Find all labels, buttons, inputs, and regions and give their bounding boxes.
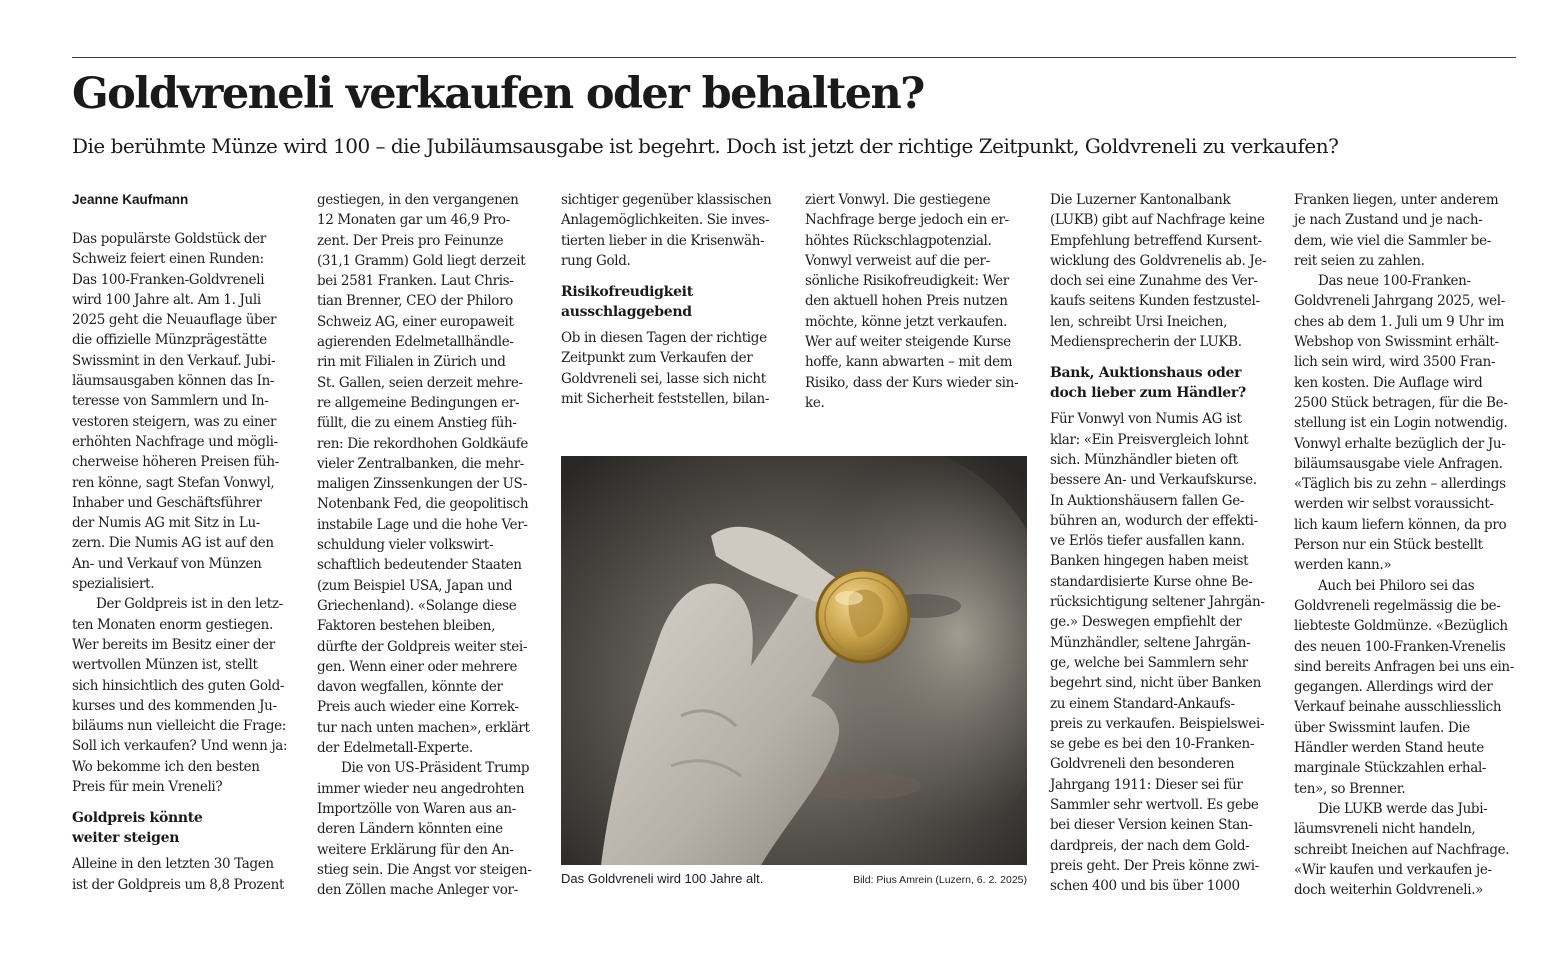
paragraph: Die Luzerner Kantonalbank (LUKB) gibt auf Nachfrage keine Empfehlung betreffend Kursent- wicklung des Goldvrenelis ab. Je- doch sei eine Zunahme des Ver- kaufs seitens Kunden festzustel- len, schreibt Ursi Ineichen, Mediensprecherin der LUKB. [1050, 192, 1267, 351]
paragraph: Franken liegen, unter anderem je nach Zustand und je nach- dem, wie viel die Sammler be- reit seien zu zahlen. [1294, 192, 1499, 269]
subheading: Goldpreis könnte weiter steigen [72, 810, 203, 847]
photo-caption-bar [561, 870, 1027, 890]
article-column-6 [1294, 190, 1516, 900]
paragraph: Das populärste Goldstück der Schweiz feiert einen Runden: Das 100-Franken-Goldvreneli wird 100 Jahre alt. Am 1. Juli 2025 geht die Neuauflage über die offizielle Münzprägestätte Swissmint in den Verkauf. Jubi- läumsausgaben können das In- teresse von Sammlern und In- vestoren steigern, was zu einer erhöhten Nachfrage und mögli- cherweise höheren Preisen füh- ren könne, sagt Stefan Vonwyl, Inhaber und Geschäftsführer der Numis AG mit Sitz in Lu- zern. Die Numis AG ist auf den An- und Verkauf von Münzen spezialisiert. [72, 231, 279, 593]
paragraph: Das neue 100-Franken- Goldvreneli Jahrgang 2025, wel- ches ab dem 1. Juli um 9 Uhr im Webshop von Swissmint erhält- lich sein wird, wird 3500 Fran- ken kosten. Die Auflage wird 2500 Stück betragen, für die Be- stellung ist ein Login notwendig. Vonwyl erhalte bezüglich der Ju- biläumsausgabe viele Anfragen. «Täglich bis zu zehn – allerdings werden wir selbst voraussicht- lich kaum liefern können, da pro Person nur ein Stück bestellt werden kann.» [1294, 273, 1508, 574]
paragraph: Die von US-Präsident Trump immer wieder neu angedrohten Importzölle von Waren aus an- deren Ländern könnten eine weitere Erklärung für den An- stieg sein. Die Angst vor steigen- den Zöllen mache Anleger vor- [317, 760, 532, 899]
article-photo [561, 456, 1027, 865]
article-column-1 [72, 190, 294, 895]
article-column-4 [805, 190, 1027, 413]
paragraph: Alleine in den letzten 30 Tagen ist der Goldpreis um 8,8 Prozent [72, 856, 285, 893]
subheadline: Die berühmte Münze wird 100 – die Jubiläumsausgabe ist begehrt. Doch ist jetzt der richtige Zeitpunkt, Goldvreneli zu verkaufen? [72, 134, 1339, 158]
subheading: Risikofreudigkeit ausschlaggebend [561, 284, 693, 321]
article-column-5 [1050, 190, 1272, 897]
top-rule [72, 57, 1516, 58]
paragraph: Ob in diesen Tagen der richtige Zeitpunkt zum Verkaufen der Goldvreneli sei, lasse sich nicht mit Sicherheit feststellen, bilan- [561, 330, 770, 408]
article-column-3 [561, 190, 783, 409]
hand-holding-coin-photo [561, 456, 1027, 865]
photo-caption: Das Goldvreneli wird 100 Jahre alt. [561, 871, 764, 886]
paragraph: ziert Vonwyl. Die gestiegene Nachfrage berge jedoch ein er- höhtes Rückschlagpotenzial. Vonwyl verweist auf die per- sönliche Risikofreudigkeit: Wer den aktuell hohen Preis nutzen möchte, könne jetzt verkaufen. Wer auf weiter steigende Kurse hoffe, kann abwarten – mit dem Risiko, dass der Kurs wieder sin- ke. [805, 192, 1019, 411]
paragraph: Der Goldpreis ist in den letz- ten Monaten enorm gestiegen. Wer bereits im Besitz einer der wertvollen Münzen ist, stellt sich hinsichtlich des guten Gold- kurses und des kommenden Ju- biläums nun vielleicht die Frage: Soll ich verkaufen? Und wenn ja: Wo bekomme ich den besten Preis für mein Vreneli? [72, 596, 288, 796]
photo-credit: Bild: Pius Amrein (Luzern, 6. 2. 2025) [853, 874, 1027, 886]
author-byline: Jeanne Kaufmann [72, 192, 189, 207]
paragraph: Für Vonwyl von Numis AG ist klar: «Ein Preisvergleich lohnt sich. Münzhändler bieten oft bessere An- und Verkaufskurse. In Auktionshäusern fallen Ge- bühren an, wodurch der effekti- ve Erlös tiefer ausfallen kann. Banken hingegen haben meist standardisierte Kurse ohne Be- rücksichtigung seltener Jahrgän- ge.» Deswegen empfiehlt der Münzhändler, seltene Jahrgän- ge, welche bei Sammlern sehr begehrt sind, nicht über Banken zu einem Standard-Ankaufs- preis zu verkaufen. Beispielswei- se gebe es bei den 10-Franken- Goldvreneli den besonderen Jahrgang 1911: Dieser sei für Sammler sehr wertvoll. Es gebe bei dieser Version keinen Stan- dardpreis, der nach dem Gold- preis geht. Der Preis könne zwi- schen 400 und bis über 1000 [1050, 411, 1265, 895]
article-column-2 [317, 190, 539, 900]
paragraph: Auch bei Philoro sei das Goldvreneli regelmässig die be- liebteste Goldmünze. «Bezüglich des neuen 100-Franken-Vrenelis sind bereits Anfragen bei uns ein- gegangen. Allerdings wird der Verkauf beinahe ausschliesslich über Swissmint laufen. Die Händler werden Stand heute marginale Stückzahlen erhal- ten», so Brenner. [1294, 577, 1514, 797]
paragraph: sichtiger gegenüber klassischen Anlagemöglichkeiten. Sie inves- tierten lieber in die Krisenwäh- rung Gold. [561, 192, 772, 269]
paragraph: gestiegen, in den vergangenen 12 Monaten gar um 46,9 Pro- zent. Der Preis pro Feinunze (31,1 Gramm) Gold liegt derzeit bei 2581 Franken. Laut Chris- tian Brenner, CEO der Philoro Schweiz AG, einer europaweit agierenden Edelmetallhändle- rin mit Filialen in Zürich und St. Gallen, seien derzeit mehre- re allgemeine Bedingungen er- füllt, die zu einem Anstieg füh- ren: Die rekordhohen Goldkäufe vieler Zentralbanken, die mehr- maligen Zinssenkungen der US- Notenbank Fed, die geopolitisch instabile Lage und die hohe Ver- schuldung vieler volkswirt- schaftlich bedeutender Staaten (zum Beispiel USA, Japan und Griechenland). «Solange diese Faktoren bestehen bleiben, dürfte der Goldpreis weiter stei- gen. Wenn einer oder mehrere davon wegfallen, könnte der Preis auch wieder eine Korrek- tur nach unten machen», erklärt der Edelmetall-Experte. [317, 192, 530, 757]
subheading: Bank, Auktionshaus oder doch lieber zum Händler? [1050, 365, 1246, 402]
paragraph: Die LUKB werde das Jubi- läumsvreneli nicht handeln, schreibt Ineichen auf Nachfrage. «Wir kaufen und verkaufen je- doch weiterhin Goldvreneli.» [1294, 800, 1510, 899]
headline: Goldvreneli verkaufen oder behalten? [72, 69, 924, 119]
